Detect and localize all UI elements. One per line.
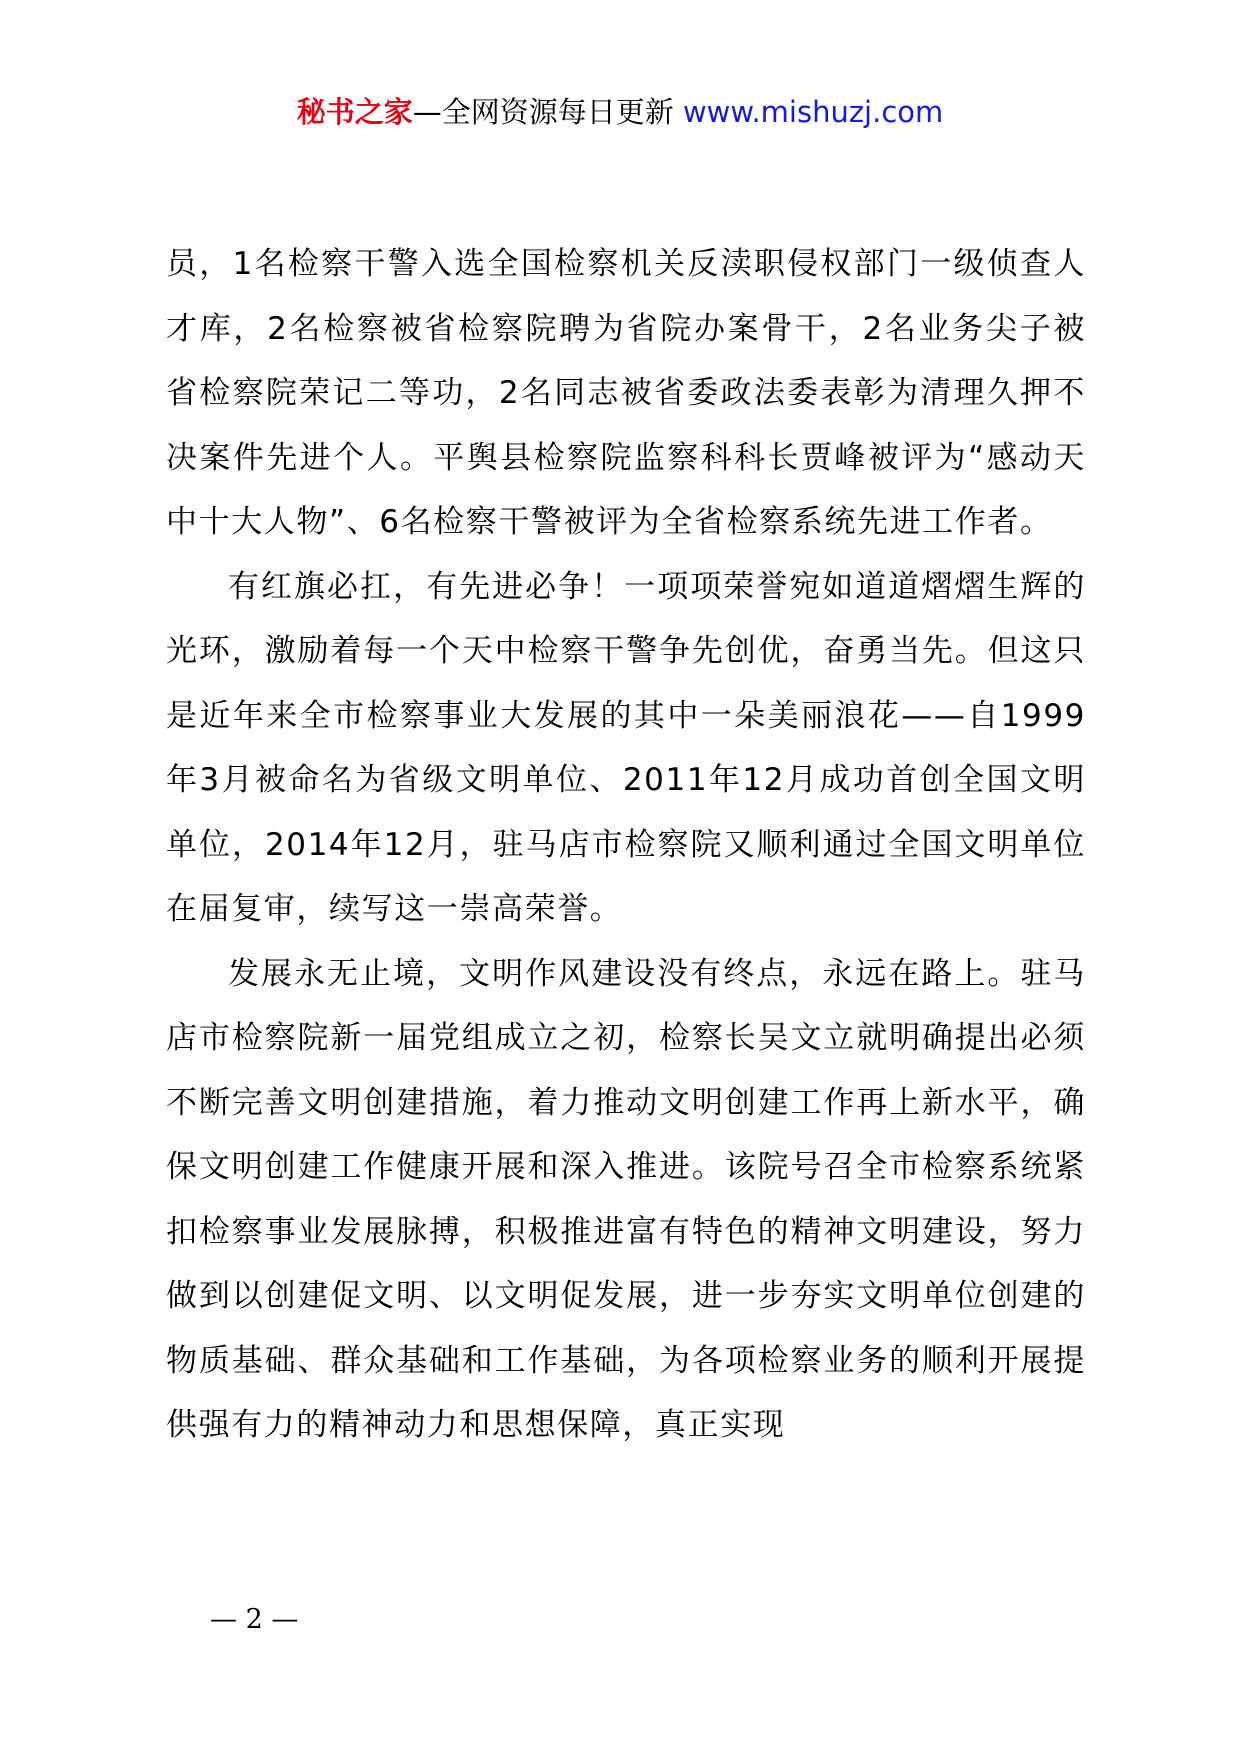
paragraph-development: 发展永无止境，文明作风建设没有终点，永远在路上。驻马店市检察院新一届党组成立之初，检察长吴文立就明确提出必须不断完善文明创建措施，着力推动文明创建工作再上新水平，确保文明创建工作健康开展和深入推进。该院号召全市检察系统紧扣检察事业发展脉搏，积极推进富有特色的精神文明建设，努力做到以创建促文明、以文明促发展，进一步夯实文明单位创建的物质基础、群众基础和工作基础，为各项检察业务的顺利开展提供强有力的精神动力和思想保障，真正实现 [166,955,1086,1443]
brand-name: 秘书之家 [296,95,413,129]
paragraph-continued: 员，1名检察干警入选全国检察机关反渎职侵权部门一级侦查人才库，2名检察被省检察院聘为省院办案骨干，2名业务尖子被省检察院荣记二等功，2名同志被省委政法委表彰为清理久押不决案件先进个人。平舆县检察院监察科科长贾峰被评为“感动天中十大人物”、6名检察干警被评为全省检察系统先进工作者。 [166,246,1086,540]
site-header [0,92,1240,132]
header-tagline: —全网资源每日更新 [412,95,683,129]
paragraph-honors: 有红旗必扛，有先进必争！一项项荣誉宛如道道熠熠生辉的光环，激励着每一个天中检察干警争先创优，奋勇当先。但这只是近年来全市检察事业大发展的其中一朵美丽浪花——自1999年3月被命名为省级文明单位、2011年12月成功首创全国文明单位，2014年12月，驻马店市检察院又顺利通过全国文明单位在届复审，续写这一崇高荣誉。 [166,568,1086,927]
document-body [166,232,1086,1458]
page-number: — 2 — [210,1604,299,1635]
site-url-link[interactable]: www.mishuzj.com [682,95,944,129]
